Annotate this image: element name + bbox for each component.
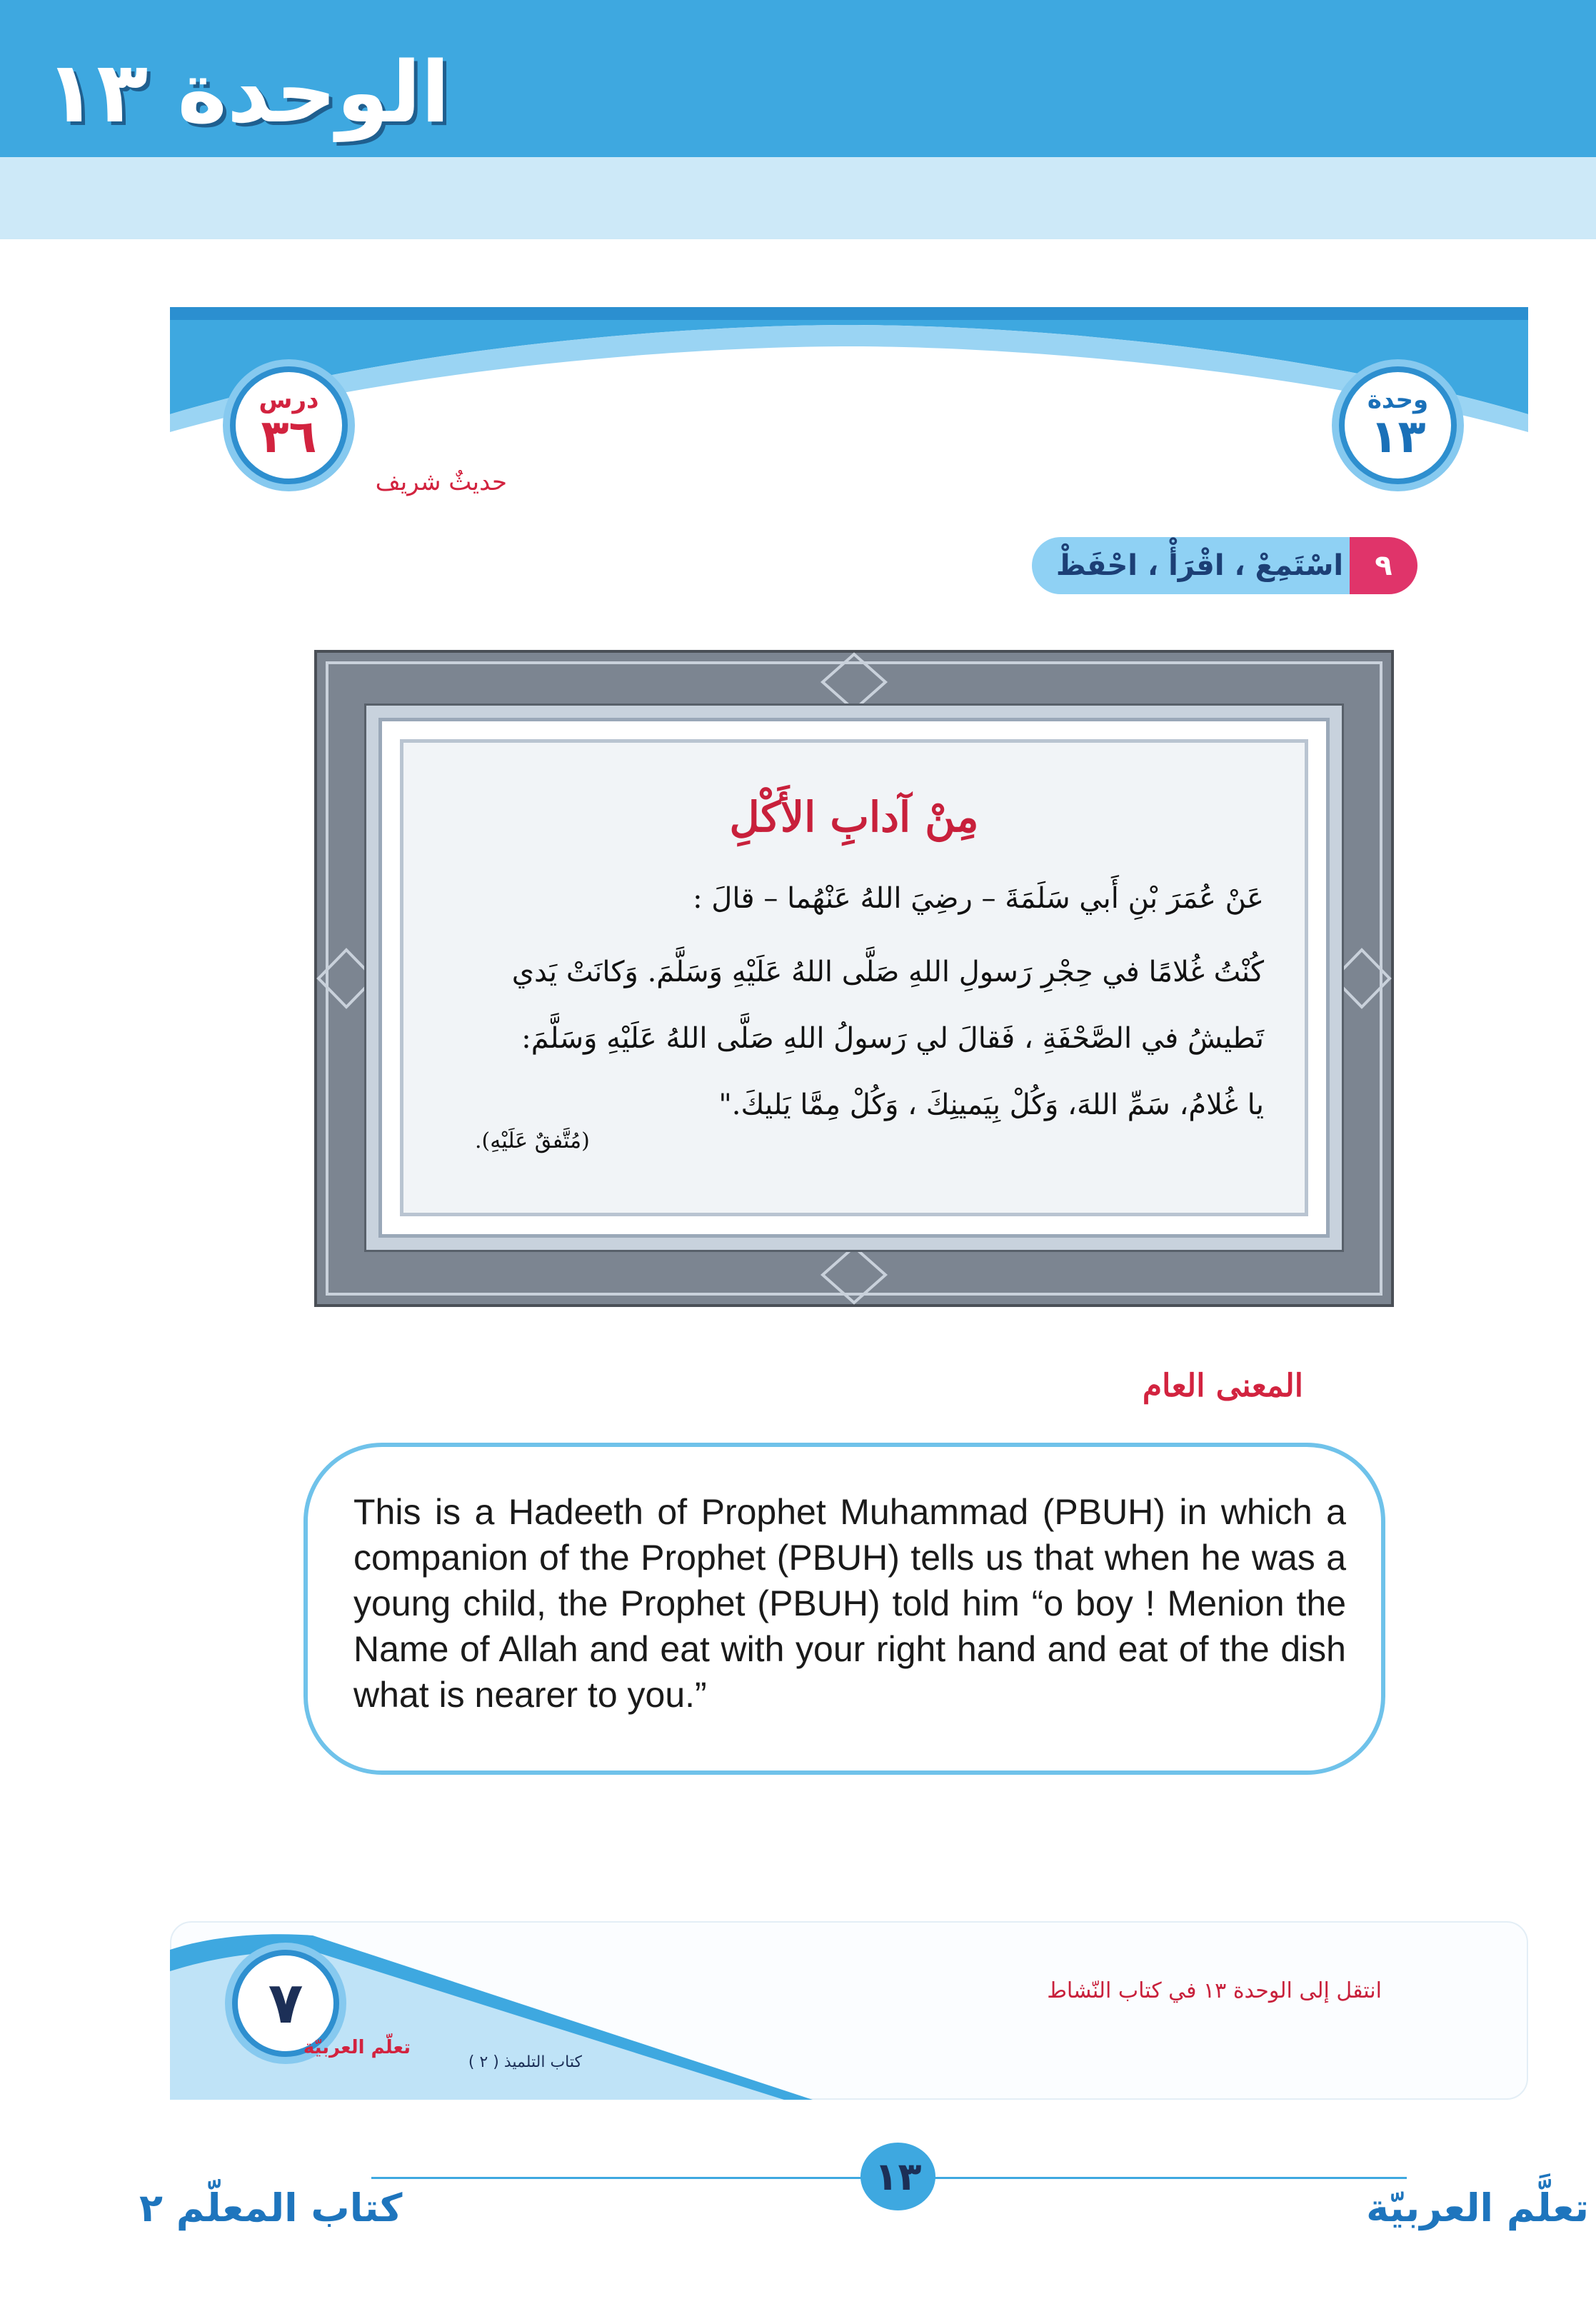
activity-number: ٩	[1350, 537, 1417, 594]
hadith-line: عَنْ عُمَرَ بْنِ أَبي سَلَمَةَ – رضِيَ اللهُ عَنْهُما – قالَ :	[693, 882, 1264, 915]
hadith-line: يا غُلامُ، سَمِّ اللهَ، وَكُلْ بِيَمينِكَ ، وَكُلْ مِمَّا يَليكَ."	[718, 1088, 1264, 1121]
hadith-title: مِنْ آدابِ الأَكْلِ	[729, 793, 979, 841]
meaning-heading: المعنى العام	[1142, 1368, 1303, 1404]
student-book-subtitle: كتاب التلميذ ( ٢ )	[468, 2053, 582, 2071]
student-book-title: تعلّم العربيّة	[303, 2037, 411, 2058]
lesson-badge	[230, 366, 348, 484]
footer-book-title: كتاب المعلّم ٢	[139, 2185, 403, 2230]
unit-badge-label: وحدة	[1367, 386, 1429, 415]
footer-page-badge	[860, 2143, 935, 2210]
lesson-badge-number: ٣٦	[261, 411, 317, 464]
hadith-line: تَطيشُ في الصَّحْفَةِ ، فَقالَ لي رَسولُ اللهِ صَلَّى اللهُ عَلَيْهِ وَسَلَّمَ:	[521, 1022, 1264, 1055]
activity-label: اسْتَمِعْ ، اقْرَأْ ، احْفَظْ	[1055, 549, 1344, 582]
unit-title: الوحدة ١٣	[45, 43, 450, 141]
activity-pill	[1032, 537, 1367, 594]
top-banner-light-strip	[0, 157, 1596, 239]
lesson-badge-label: درس	[259, 386, 319, 415]
section-label: حديثٌ شريف	[375, 468, 507, 496]
unit-badge-number: ١٣	[1370, 411, 1426, 464]
hadith-line: كُنْتُ غُلامًا في حِجْرِ رَسولِ اللهِ صَلَّى اللهُ عَلَيْهِ وَسَلَّمَ. وَكانَتْ يَدي	[511, 956, 1264, 988]
activity-tag	[1032, 537, 1417, 594]
hadith-source: (مُتَّفقٌ عَلَيْهِ).	[475, 1128, 590, 1153]
meaning-text: This is a Hadeeth of Prophet Muhammad (PBUH) in which a companion of the Prophet (PBUH) tells us that when he was a young child, the Prophet (PBUH) told him “o boy ! Menion the Name of Allah and eat with your right hand and eat of the dish what is nearer to you.”	[353, 1492, 1346, 1715]
unit-badge	[1339, 366, 1457, 484]
footer-page-number: ١٣	[874, 2154, 922, 2199]
footer-series-title: تعلَّم العربيّة	[1366, 2185, 1589, 2230]
activity-book-instruction: انتقل إلى الوحدة ١٣ في كتاب النّشاط	[1047, 1978, 1382, 2003]
lesson-ribbon	[170, 307, 1528, 464]
student-book-page-number: ٧	[268, 1970, 303, 2036]
